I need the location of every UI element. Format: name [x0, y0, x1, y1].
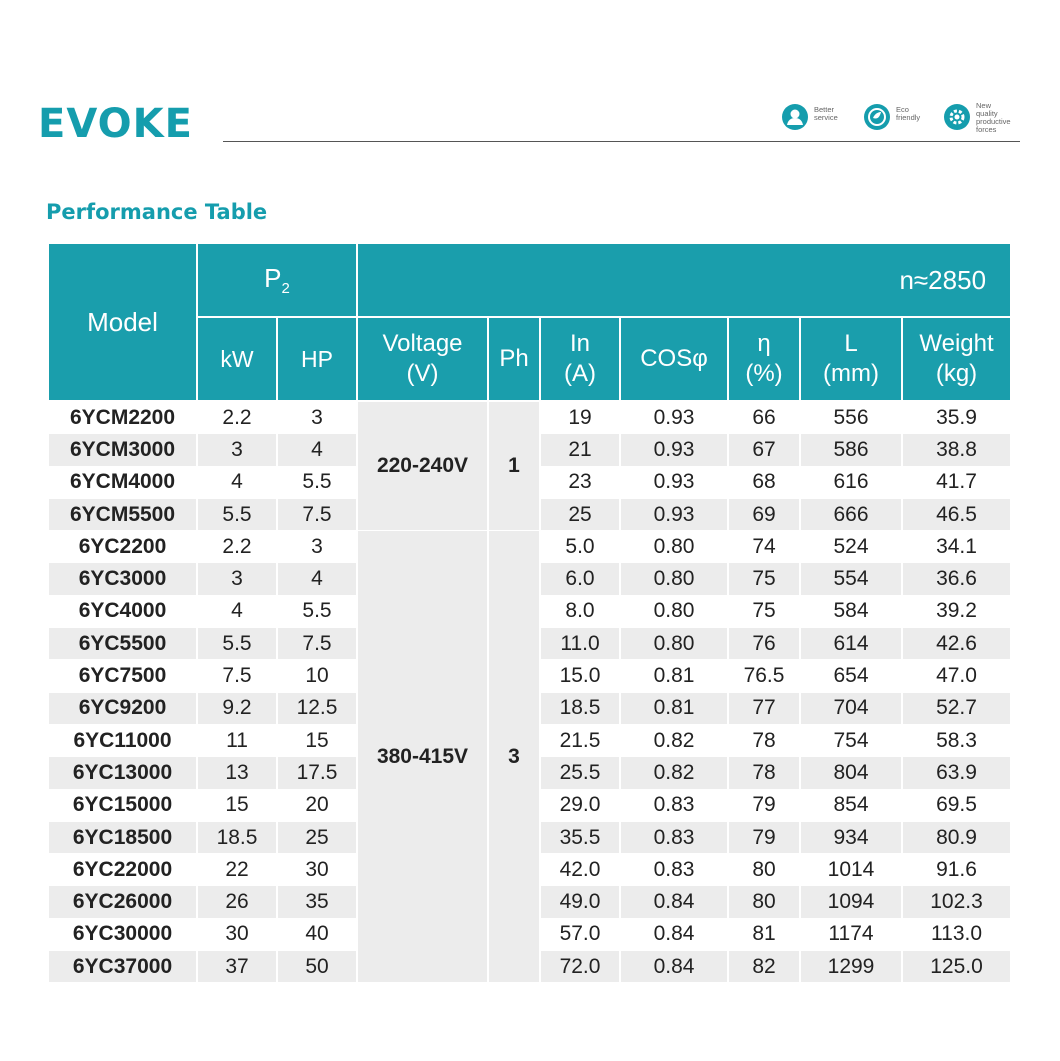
gear-icon — [944, 104, 970, 130]
cell-current: 19 — [540, 401, 620, 434]
cell-current: 15.0 — [540, 660, 620, 692]
cell-model: 6YC3000 — [48, 563, 197, 595]
cell-efficiency: 66 — [728, 401, 800, 434]
cell-cos: 0.80 — [620, 628, 728, 660]
cell-hp: 35 — [277, 886, 357, 918]
cell-current: 11.0 — [540, 628, 620, 660]
header-divider — [223, 141, 1020, 142]
cell-current: 18.5 — [540, 692, 620, 724]
cell-length: 614 — [800, 628, 902, 660]
cell-cos: 0.84 — [620, 951, 728, 983]
cell-model: 6YC37000 — [48, 951, 197, 983]
service-icon — [782, 104, 808, 130]
badge-group — [782, 102, 1032, 138]
cell-cos: 0.93 — [620, 498, 728, 530]
cell-weight: 42.6 — [902, 628, 1011, 660]
cell-weight: 125.0 — [902, 951, 1011, 983]
cell-weight: 41.7 — [902, 466, 1011, 498]
cell-efficiency: 77 — [728, 692, 800, 724]
cell-length: 584 — [800, 595, 902, 627]
cell-cos: 0.82 — [620, 724, 728, 756]
cell-weight: 91.6 — [902, 854, 1011, 886]
table-body — [48, 401, 1011, 983]
cell-hp: 7.5 — [277, 628, 357, 660]
cell-model: 6YC4000 — [48, 595, 197, 627]
cell-model: 6YC9200 — [48, 692, 197, 724]
cell-current: 35.5 — [540, 821, 620, 853]
cell-weight: 34.1 — [902, 531, 1011, 563]
cell-efficiency: 75 — [728, 563, 800, 595]
cell-current: 42.0 — [540, 854, 620, 886]
cell-cos: 0.81 — [620, 692, 728, 724]
cell-weight: 36.6 — [902, 563, 1011, 595]
cell-weight: 58.3 — [902, 724, 1011, 756]
cell-model: 6YC11000 — [48, 724, 197, 756]
header-current: In (A) — [540, 317, 620, 401]
cell-cos: 0.83 — [620, 789, 728, 821]
cell-cos: 0.80 — [620, 563, 728, 595]
cell-efficiency: 80 — [728, 886, 800, 918]
cell-efficiency: 67 — [728, 434, 800, 466]
cell-model: 6YCM2200 — [48, 401, 197, 434]
cell-length: 556 — [800, 401, 902, 434]
cell-model: 6YC5500 — [48, 628, 197, 660]
cell-length: 1174 — [800, 918, 902, 950]
cell-kw: 13 — [197, 757, 277, 789]
cell-weight: 35.9 — [902, 401, 1011, 434]
cell-kw: 3 — [197, 434, 277, 466]
cell-efficiency: 78 — [728, 757, 800, 789]
cell-current: 21 — [540, 434, 620, 466]
cell-cos: 0.93 — [620, 401, 728, 434]
cell-length: 704 — [800, 692, 902, 724]
cell-current: 5.0 — [540, 531, 620, 563]
cell-current: 23 — [540, 466, 620, 498]
cell-kw: 7.5 — [197, 660, 277, 692]
cell-kw: 15 — [197, 789, 277, 821]
cell-weight: 63.9 — [902, 757, 1011, 789]
cell-voltage: 380-415V — [357, 531, 488, 983]
cell-efficiency: 81 — [728, 918, 800, 950]
cell-cos: 0.81 — [620, 660, 728, 692]
cell-hp: 10 — [277, 660, 357, 692]
cell-current: 6.0 — [540, 563, 620, 595]
performance-table — [47, 242, 1012, 983]
cell-hp: 40 — [277, 918, 357, 950]
cell-kw: 2.2 — [197, 401, 277, 434]
cell-hp: 7.5 — [277, 498, 357, 530]
header-p2 — [197, 243, 357, 317]
cell-efficiency: 74 — [728, 531, 800, 563]
cell-current: 29.0 — [540, 789, 620, 821]
cell-kw: 4 — [197, 595, 277, 627]
cell-efficiency: 75 — [728, 595, 800, 627]
header-weight: Weight (kg) — [902, 317, 1011, 401]
cell-kw: 9.2 — [197, 692, 277, 724]
cell-model: 6YCM4000 — [48, 466, 197, 498]
cell-model: 6YCM5500 — [48, 498, 197, 530]
cell-cos: 0.80 — [620, 595, 728, 627]
cell-hp: 4 — [277, 563, 357, 595]
cell-weight: 46.5 — [902, 498, 1011, 530]
header-hp: HP — [277, 317, 357, 401]
cell-cos: 0.83 — [620, 821, 728, 853]
cell-length: 654 — [800, 660, 902, 692]
cell-hp: 3 — [277, 401, 357, 434]
eco-icon — [864, 104, 890, 130]
cell-hp: 5.5 — [277, 466, 357, 498]
cell-model: 6YC22000 — [48, 854, 197, 886]
cell-model: 6YC13000 — [48, 757, 197, 789]
cell-cos: 0.93 — [620, 434, 728, 466]
cell-weight: 47.0 — [902, 660, 1011, 692]
cell-model: 6YC18500 — [48, 821, 197, 853]
cell-kw: 22 — [197, 854, 277, 886]
cell-model: 6YC2200 — [48, 531, 197, 563]
cell-cos: 0.84 — [620, 918, 728, 950]
cell-efficiency: 78 — [728, 724, 800, 756]
cell-hp: 20 — [277, 789, 357, 821]
cell-kw: 26 — [197, 886, 277, 918]
cell-length: 554 — [800, 563, 902, 595]
cell-length: 1299 — [800, 951, 902, 983]
cell-hp: 5.5 — [277, 595, 357, 627]
cell-hp: 12.5 — [277, 692, 357, 724]
header-kw: kW — [197, 317, 277, 401]
cell-phase: 1 — [488, 401, 540, 531]
header-speed: n≈2850 — [357, 243, 1011, 317]
header-p2-subscript: 2 — [281, 280, 290, 298]
cell-hp: 25 — [277, 821, 357, 853]
cell-weight: 113.0 — [902, 918, 1011, 950]
cell-length: 524 — [800, 531, 902, 563]
cell-length: 854 — [800, 789, 902, 821]
cell-voltage: 220-240V — [357, 401, 488, 531]
cell-efficiency: 69 — [728, 498, 800, 530]
cell-kw: 4 — [197, 466, 277, 498]
cell-efficiency: 76 — [728, 628, 800, 660]
brand-logo: EVOKE — [38, 101, 193, 147]
cell-cos: 0.82 — [620, 757, 728, 789]
cell-length: 666 — [800, 498, 902, 530]
cell-cos: 0.80 — [620, 531, 728, 563]
cell-efficiency: 80 — [728, 854, 800, 886]
cell-efficiency: 79 — [728, 821, 800, 853]
cell-phase: 3 — [488, 531, 540, 983]
cell-efficiency: 82 — [728, 951, 800, 983]
cell-weight: 52.7 — [902, 692, 1011, 724]
cell-length: 804 — [800, 757, 902, 789]
cell-length: 1014 — [800, 854, 902, 886]
cell-length: 934 — [800, 821, 902, 853]
cell-kw: 37 — [197, 951, 277, 983]
cell-weight: 69.5 — [902, 789, 1011, 821]
header-voltage: Voltage (V) — [357, 317, 488, 401]
cell-hp: 30 — [277, 854, 357, 886]
cell-weight: 102.3 — [902, 886, 1011, 918]
cell-hp: 17.5 — [277, 757, 357, 789]
cell-current: 25 — [540, 498, 620, 530]
cell-weight: 38.8 — [902, 434, 1011, 466]
cell-kw: 30 — [197, 918, 277, 950]
cell-kw: 11 — [197, 724, 277, 756]
cell-kw: 5.5 — [197, 628, 277, 660]
header-model: Model — [48, 243, 197, 401]
cell-current: 57.0 — [540, 918, 620, 950]
table-row — [48, 401, 1011, 434]
cell-length: 1094 — [800, 886, 902, 918]
header-p2-letter: P — [264, 262, 282, 293]
cell-model: 6YC15000 — [48, 789, 197, 821]
cell-current: 8.0 — [540, 595, 620, 627]
badge-text: Eco friendly — [896, 105, 921, 122]
badge-text: Better service — [814, 105, 838, 122]
page-header — [0, 0, 1060, 160]
cell-length: 586 — [800, 434, 902, 466]
cell-length: 616 — [800, 466, 902, 498]
cell-weight: 39.2 — [902, 595, 1011, 627]
page-title: Performance Table — [46, 200, 268, 224]
cell-hp: 4 — [277, 434, 357, 466]
cell-cos: 0.93 — [620, 466, 728, 498]
cell-model: 6YC30000 — [48, 918, 197, 950]
cell-kw: 5.5 — [197, 498, 277, 530]
cell-model: 6YC7500 — [48, 660, 197, 692]
cell-efficiency: 68 — [728, 466, 800, 498]
header-ph: Ph — [488, 317, 540, 401]
header-cos: COSφ — [620, 317, 728, 401]
cell-current: 25.5 — [540, 757, 620, 789]
badge-text: New quality productive forces — [976, 101, 1011, 134]
cell-hp: 3 — [277, 531, 357, 563]
cell-current: 21.5 — [540, 724, 620, 756]
cell-current: 49.0 — [540, 886, 620, 918]
cell-model: 6YCM3000 — [48, 434, 197, 466]
cell-efficiency: 76.5 — [728, 660, 800, 692]
cell-current: 72.0 — [540, 951, 620, 983]
header-efficiency: η (%) — [728, 317, 800, 401]
cell-hp: 50 — [277, 951, 357, 983]
cell-kw: 2.2 — [197, 531, 277, 563]
cell-model: 6YC26000 — [48, 886, 197, 918]
header-length: L (mm) — [800, 317, 902, 401]
cell-cos: 0.84 — [620, 886, 728, 918]
cell-kw: 3 — [197, 563, 277, 595]
cell-weight: 80.9 — [902, 821, 1011, 853]
table-row — [48, 531, 1011, 563]
cell-kw: 18.5 — [197, 821, 277, 853]
cell-length: 754 — [800, 724, 902, 756]
cell-hp: 15 — [277, 724, 357, 756]
cell-efficiency: 79 — [728, 789, 800, 821]
cell-cos: 0.83 — [620, 854, 728, 886]
